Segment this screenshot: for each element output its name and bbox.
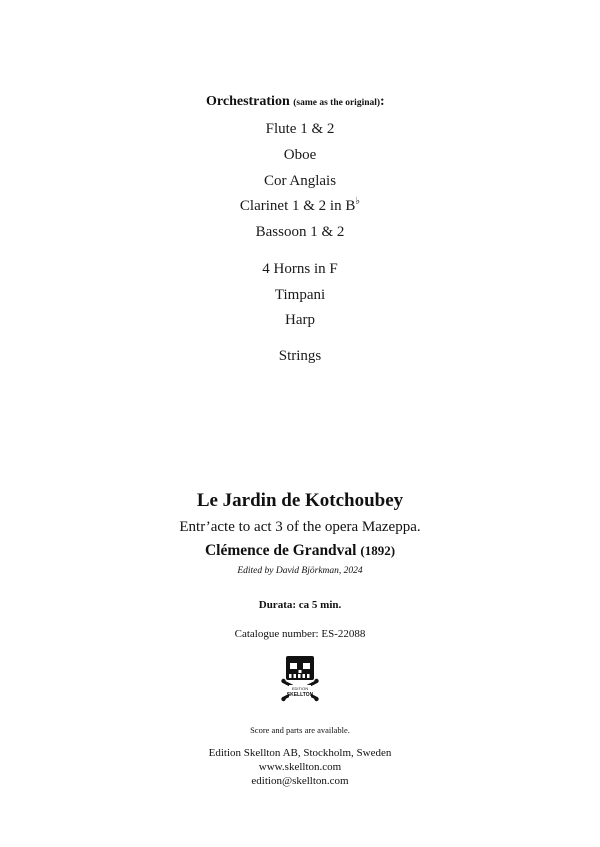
instrument-clarinet	[0, 198, 600, 215]
editor-credit: Edited by David Björkman, 2024	[237, 566, 363, 576]
availability-note: Score and parts are available.	[250, 725, 350, 735]
instrument-cor-anglais: Cor Anglais	[263, 173, 337, 189]
publisher-website[interactable]: www.skellton.com	[258, 761, 342, 773]
orchestration-title: Orchestration	[206, 94, 290, 109]
duration: Durata: ca 5 min.	[258, 599, 342, 611]
instrument-clarinet-label: Clarinet 1 & 2 in B	[239, 198, 356, 214]
publisher-email[interactable]: edition@skellton.com	[251, 775, 349, 787]
composition-year: (1892)	[360, 543, 396, 558]
instrument-bassoon: Bassoon 1 & 2	[255, 224, 345, 240]
catalogue-number: Catalogue number: ES-22088	[234, 628, 366, 640]
instrument-oboe: Oboe	[283, 147, 317, 163]
composer-name: Clémence de Grandval	[204, 542, 357, 559]
skull-crossbones-icon	[280, 655, 320, 705]
instrument-strings: Strings	[278, 348, 322, 364]
instrument-harp: Harp	[285, 312, 315, 328]
orchestration-note: (same as the original)	[293, 98, 381, 108]
instrument-flute: Flute 1 & 2	[265, 121, 335, 137]
flat-sign: ♭	[355, 196, 361, 207]
composer-line	[0, 542, 600, 560]
instrument-timpani: Timpani	[274, 287, 326, 303]
publisher-address: Edition Skellton AB, Stockholm, Sweden	[208, 747, 392, 759]
work-subtitle: Entr’acte to act 3 of the opera Mazeppa.	[179, 519, 421, 535]
logo-text-edition: EDITION	[291, 686, 309, 691]
work-title: Le Jardin de Kotchoubey	[196, 490, 404, 511]
orchestration-colon: :	[380, 94, 385, 109]
orchestration-heading	[206, 94, 385, 110]
instrument-horns: 4 Horns in F	[262, 261, 338, 277]
logo-text-skellton: SKELLTON	[286, 692, 314, 698]
